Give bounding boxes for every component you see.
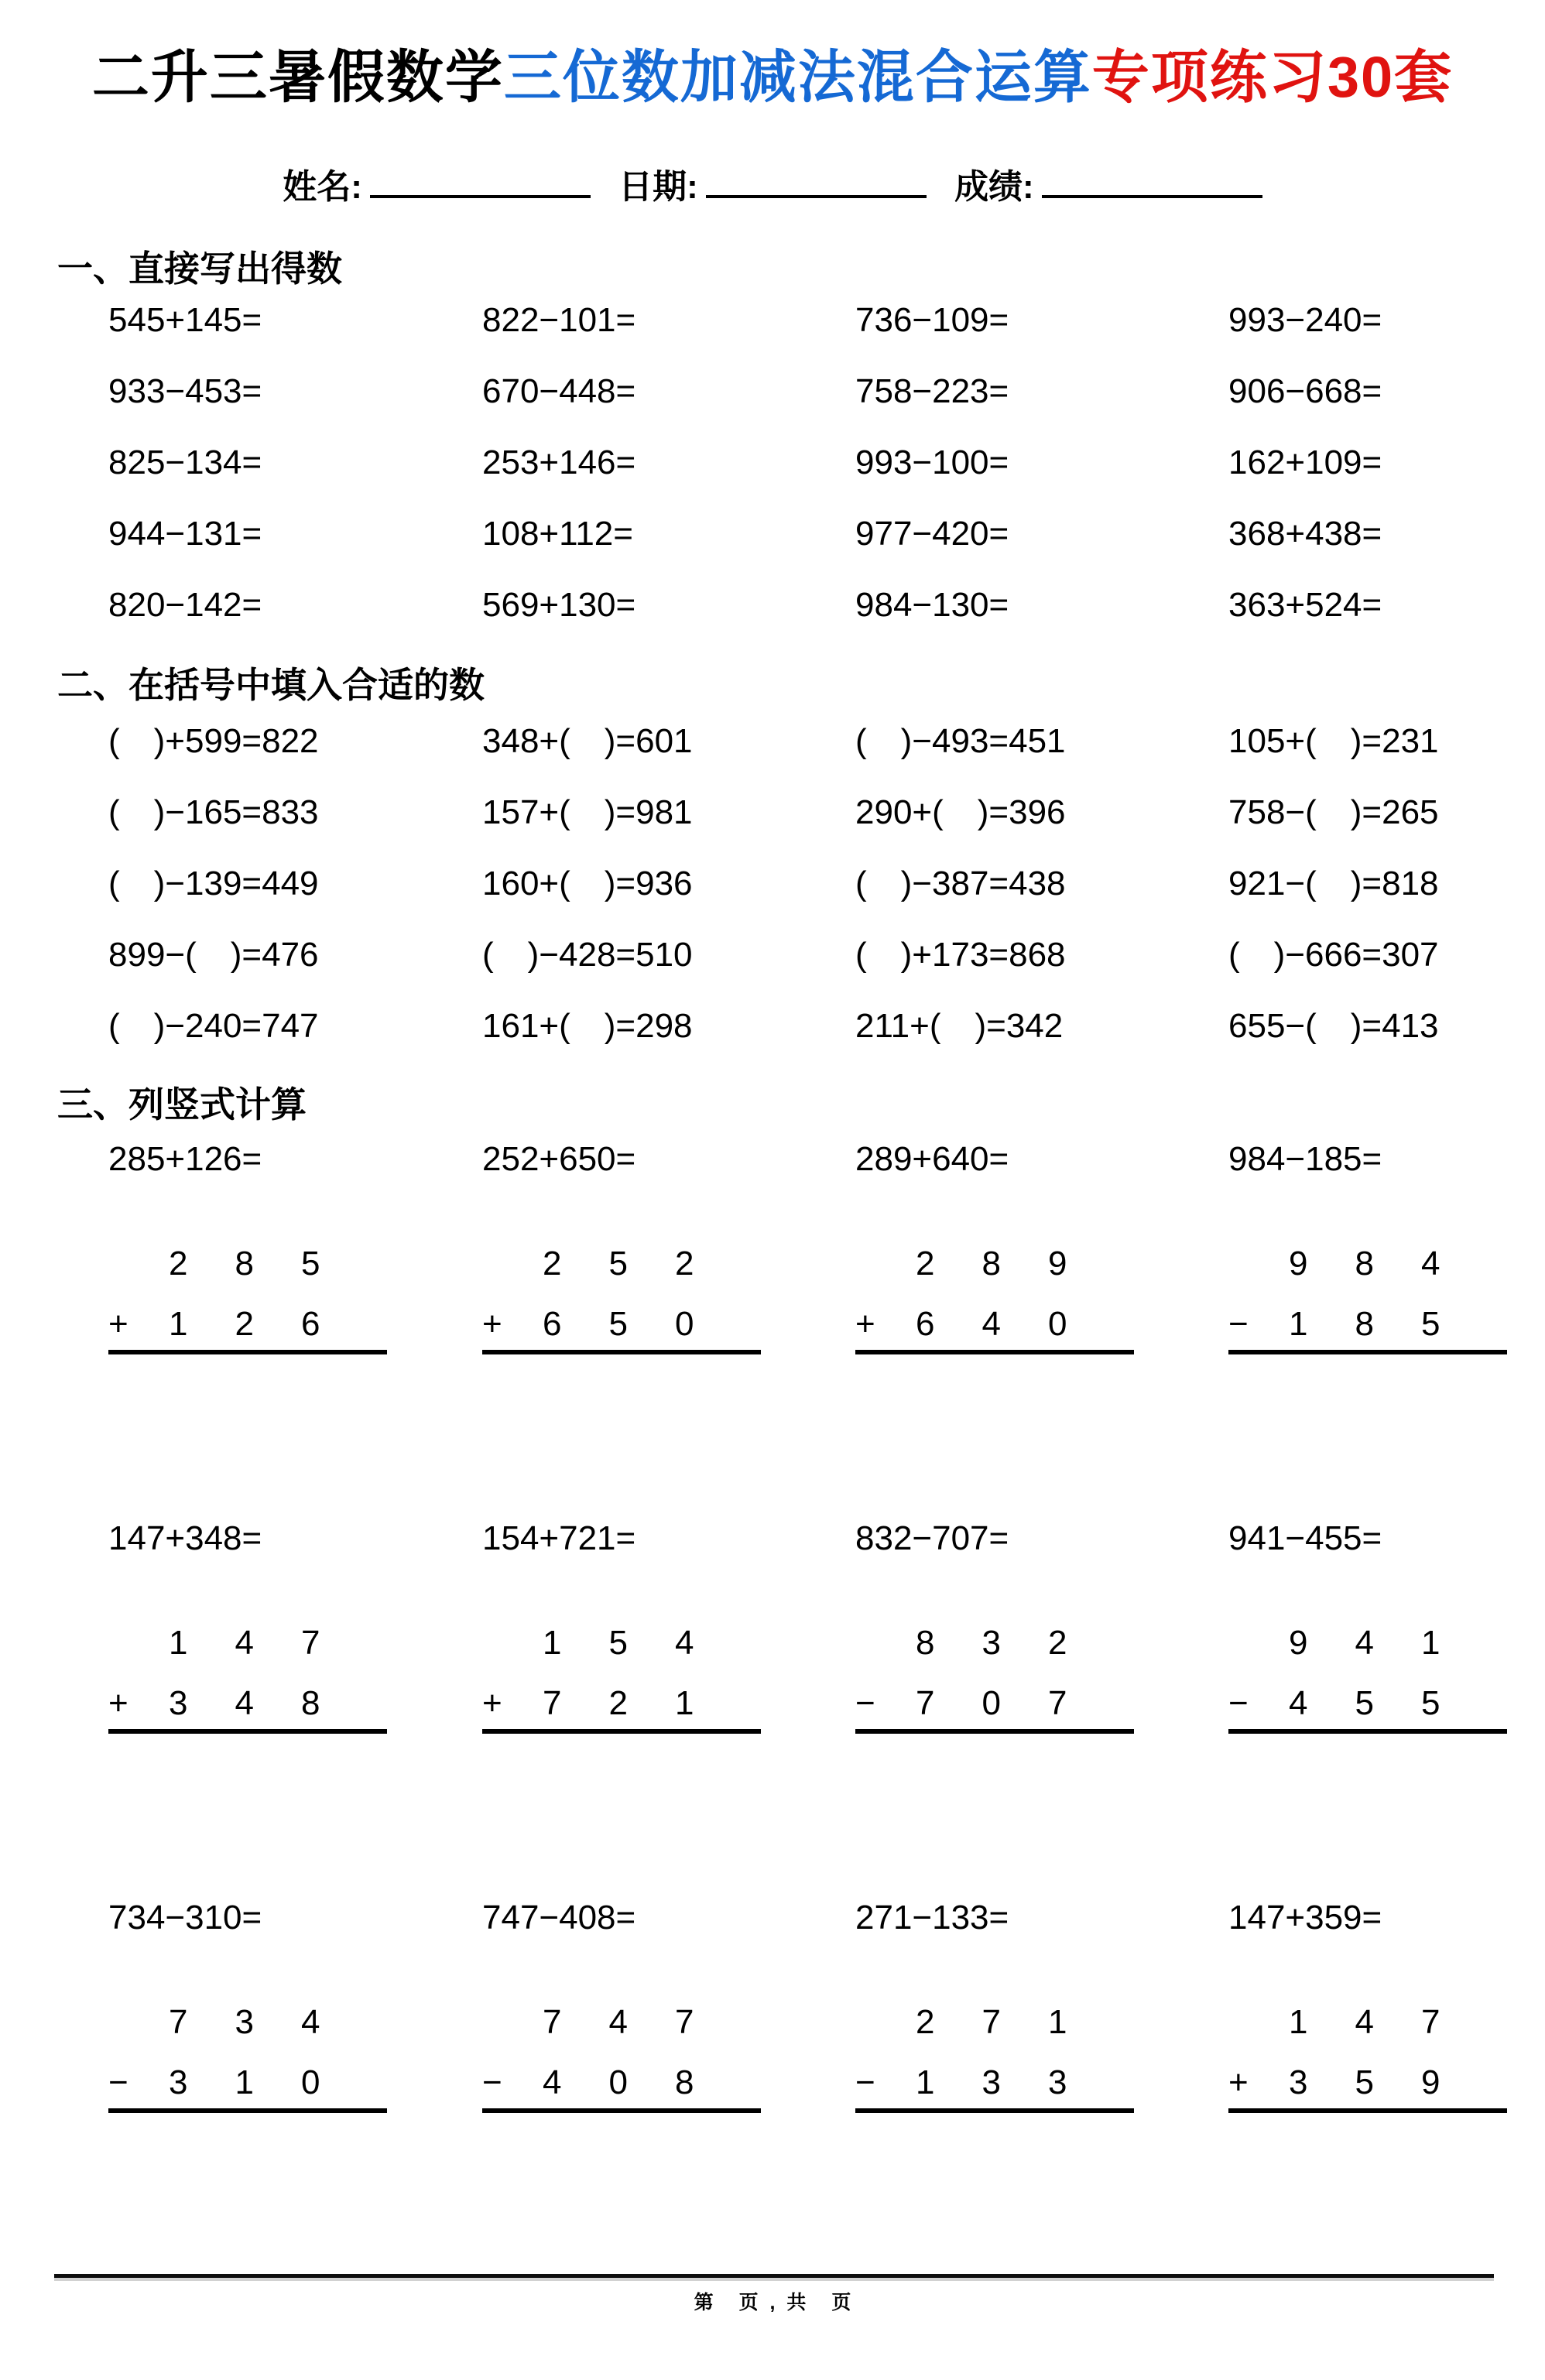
- page-title: [0, 0, 1545, 115]
- score-label: 成绩:: [954, 168, 1034, 207]
- vertical-bottom-number: 310: [169, 2063, 368, 2102]
- name-label: 姓名:: [283, 168, 362, 207]
- problem: 569+130=: [482, 586, 636, 625]
- problem: 160+( )=936: [482, 865, 693, 903]
- vertical-bottom-number: 408: [543, 2063, 742, 2102]
- vertical-bottom-number: 133: [916, 2063, 1115, 2102]
- section-1-heading: 一、直接写出得数: [57, 248, 342, 289]
- problem: 368+438=: [1228, 515, 1382, 553]
- vertical-operator: +: [855, 1305, 875, 1344]
- name-blank-line: [370, 164, 591, 198]
- section-3-heading: 三、列竖式计算: [57, 1084, 307, 1125]
- problem: 993−240=: [1228, 301, 1382, 340]
- vertical-operator: +: [108, 1684, 128, 1723]
- vertical-bottom-number: 640: [916, 1305, 1115, 1344]
- vertical-bottom-number: 721: [543, 1684, 742, 1723]
- section-3-row-3-vertical-group: [0, 2003, 1545, 2113]
- problem: 655−( )=413: [1228, 1007, 1439, 1046]
- problem: 162+109=: [1228, 443, 1382, 482]
- vertical-operator: −: [108, 2063, 128, 2102]
- problem: 758−( )=265: [1228, 793, 1439, 832]
- problem: ( )−387=438: [855, 865, 1066, 903]
- date-blank-line: [706, 164, 927, 198]
- vertical-operator: +: [482, 1684, 502, 1723]
- vertical-operator: −: [855, 1684, 875, 1723]
- problem: 290+( )=396: [855, 793, 1066, 832]
- vertical-operator: +: [108, 1305, 128, 1344]
- problem: 285+126=: [108, 1140, 262, 1179]
- vertical-problem: [855, 1245, 1134, 1354]
- vertical-bottom-number: 455: [1289, 1684, 1488, 1723]
- problem: 253+146=: [482, 443, 636, 482]
- vertical-problem: [482, 1624, 761, 1734]
- vertical-top-number: 147: [169, 1624, 368, 1663]
- vertical-operator: −: [1228, 1684, 1249, 1723]
- vertical-top-number: 252: [543, 1245, 742, 1283]
- problem: 899−( )=476: [108, 936, 319, 974]
- problem: 734−310=: [108, 1899, 262, 1937]
- section-1-problems: [0, 299, 1545, 655]
- name-field: [283, 164, 591, 209]
- date-field: [618, 164, 927, 209]
- date-label: 日期:: [618, 168, 698, 207]
- vertical-top-number: 289: [916, 1245, 1115, 1283]
- vertical-bottom-number: 650: [543, 1305, 742, 1344]
- problem: 147+359=: [1228, 1899, 1382, 1937]
- vertical-bottom-number: 707: [916, 1684, 1115, 1723]
- section-2-problems: [0, 720, 1545, 1076]
- vertical-top-number: 734: [169, 2003, 368, 2042]
- vertical-problem: [1228, 1245, 1507, 1354]
- page-footer-text: 第 页 , 共 页: [694, 2292, 855, 2313]
- problem: 944−131=: [108, 515, 262, 553]
- problem: 545+145=: [108, 301, 262, 340]
- problem: 993−100=: [855, 443, 1009, 482]
- problem: 984−185=: [1228, 1140, 1382, 1179]
- problem: 348+( )=601: [482, 722, 693, 761]
- section-3-row-2-problems: [0, 1517, 1545, 1588]
- vertical-top-number: 832: [916, 1624, 1115, 1663]
- section-3-row-1-vertical-group: [0, 1245, 1545, 1354]
- problem: 933−453=: [108, 372, 262, 411]
- problem: 977−420=: [855, 515, 1009, 553]
- vertical-operator: +: [1228, 2063, 1249, 2102]
- problem: ( )−493=451: [855, 722, 1066, 761]
- section-3-row-2-vertical-group: [0, 1624, 1545, 1734]
- vertical-top-number: 285: [169, 1245, 368, 1283]
- problem: 820−142=: [108, 586, 262, 625]
- problem: 289+640=: [855, 1140, 1009, 1179]
- vertical-operator: −: [855, 2063, 875, 2102]
- problem: ( )−240=747: [108, 1007, 319, 1046]
- vertical-operator: +: [482, 1305, 502, 1344]
- problem: ( )−139=449: [108, 865, 319, 903]
- vertical-bottom-number: 185: [1289, 1305, 1488, 1344]
- score-blank-line: [1042, 164, 1262, 198]
- problem: 825−134=: [108, 443, 262, 482]
- title-segment-red: 专项练习30套: [1091, 45, 1454, 109]
- problem: 161+( )=298: [482, 1007, 693, 1046]
- problem: ( )+599=822: [108, 722, 319, 761]
- vertical-bottom-number: 359: [1289, 2063, 1488, 2102]
- problem: 157+( )=981: [482, 793, 693, 832]
- vertical-top-number: 154: [543, 1624, 742, 1663]
- vertical-top-number: 147: [1289, 2003, 1488, 2042]
- problem: 271−133=: [855, 1899, 1009, 1937]
- vertical-problem: [108, 1624, 387, 1734]
- problem: 154+721=: [482, 1519, 636, 1558]
- vertical-problem: [108, 1245, 387, 1354]
- problem: 906−668=: [1228, 372, 1382, 411]
- section-2-heading: 二、在括号中填入合适的数: [57, 665, 485, 706]
- title-segment-black: 二升三暑假数学: [91, 45, 504, 109]
- vertical-problem: [482, 1245, 761, 1354]
- problem: ( )−666=307: [1228, 936, 1439, 974]
- problem: 105+( )=231: [1228, 722, 1439, 761]
- problem: 670−448=: [482, 372, 636, 411]
- vertical-top-number: 747: [543, 2003, 742, 2042]
- vertical-top-number: 271: [916, 2003, 1115, 2042]
- problem: ( )−165=833: [108, 793, 319, 832]
- footer-divider: [54, 2274, 1494, 2278]
- problem: 736−109=: [855, 301, 1009, 340]
- page-footer: [54, 2274, 1494, 2315]
- problem: 147+348=: [108, 1519, 262, 1558]
- vertical-problem: [855, 1624, 1134, 1734]
- vertical-problem: [108, 2003, 387, 2113]
- problem: 363+524=: [1228, 586, 1382, 625]
- problem: 941−455=: [1228, 1519, 1382, 1558]
- score-field: [954, 164, 1262, 209]
- vertical-operator: −: [1228, 1305, 1249, 1344]
- problem: 108+112=: [482, 515, 633, 553]
- student-info-line: [0, 164, 1545, 209]
- vertical-problem: [482, 2003, 761, 2113]
- vertical-operator: −: [482, 2063, 502, 2102]
- vertical-bottom-number: 348: [169, 1684, 368, 1723]
- problem: 211+( )=342: [855, 1007, 1064, 1046]
- vertical-problem: [1228, 1624, 1507, 1734]
- problem: 747−408=: [482, 1899, 636, 1937]
- problem: 832−707=: [855, 1519, 1009, 1558]
- problem: 758−223=: [855, 372, 1009, 411]
- problem: 921−( )=818: [1228, 865, 1439, 903]
- problem: 252+650=: [482, 1140, 636, 1179]
- vertical-problem: [855, 2003, 1134, 2113]
- vertical-problem: [1228, 2003, 1507, 2113]
- vertical-top-number: 941: [1289, 1624, 1488, 1663]
- section-3-row-1-problems: [0, 1138, 1545, 1209]
- vertical-top-number: 984: [1289, 1245, 1488, 1283]
- problem: ( )−428=510: [482, 936, 693, 974]
- vertical-bottom-number: 126: [169, 1305, 368, 1344]
- problem: 984−130=: [855, 586, 1009, 625]
- section-3-row-3-problems: [0, 1896, 1545, 1967]
- problem: ( )+173=868: [855, 936, 1066, 974]
- problem: 822−101=: [482, 301, 636, 340]
- title-segment-blue: 三位数加减法混合运算: [503, 45, 1092, 109]
